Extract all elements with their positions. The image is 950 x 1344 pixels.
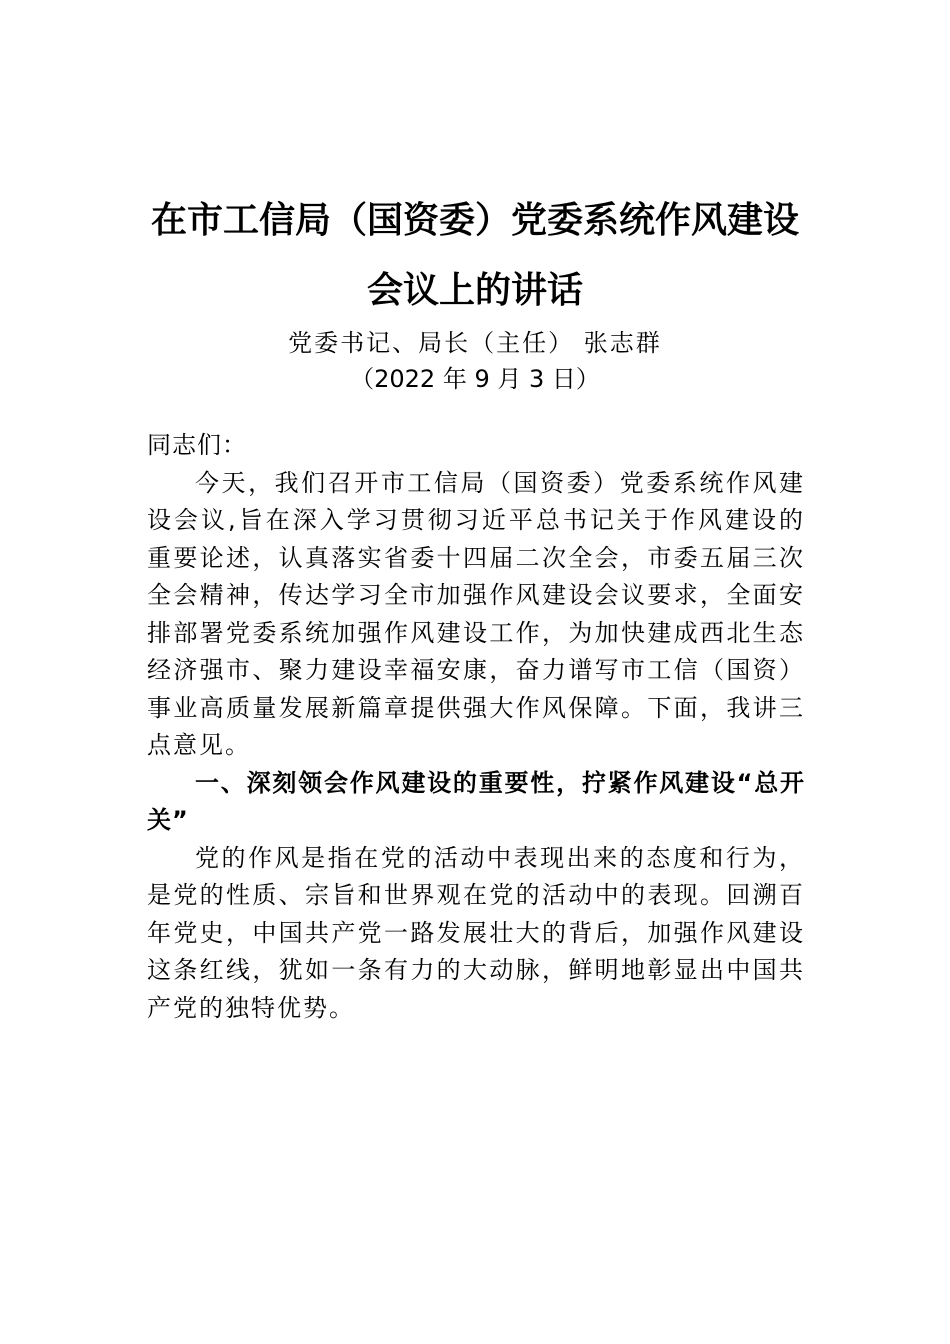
section-heading-1: 一、深刻领会作风建设的重要性，拧紧作风建设“总开关” bbox=[147, 768, 805, 834]
document-title-line-2: 会议上的讲话 bbox=[366, 269, 583, 311]
paragraph-intro: 今天，我们召开市工信局（国资委）党委系统作风建设会议,旨在深入学习贯彻习近平总书记关于作风建设的重要论述，认真落实省委十四届二次全会，市委五届三次全会精神，传达学习全市加强作风建设会议要求，全面安排部署党委系统加强作风建设工作，为加快建成西北生态经济强市、聚力建设幸福安康，奋力谱写市工信（国资）事业高质量发展新篇章提供强大作风保障。下面，我讲三点意见。 bbox=[147, 468, 805, 759]
document-title-line-1: 在市工信局（国资委）党委系统作风建设 bbox=[150, 199, 799, 241]
paragraph-section-1: 党的作风是指在党的活动中表现出来的态度和行为，是党的性质、宗旨和世界观在党的活动中的表现。回溯百年党史，中国共产党一路发展壮大的背后，加强作风建设这条红线，犹如一条有力的大动脉，鲜明地彰显出中国共产党的独特优势。 bbox=[147, 843, 805, 1022]
author-line: 党委书记、局长（主任） 张志群 bbox=[288, 329, 662, 357]
document-body bbox=[147, 427, 805, 1027]
date-line: （2022 年 9 月 3 日） bbox=[350, 365, 600, 393]
greeting: 同志们： bbox=[147, 431, 247, 459]
